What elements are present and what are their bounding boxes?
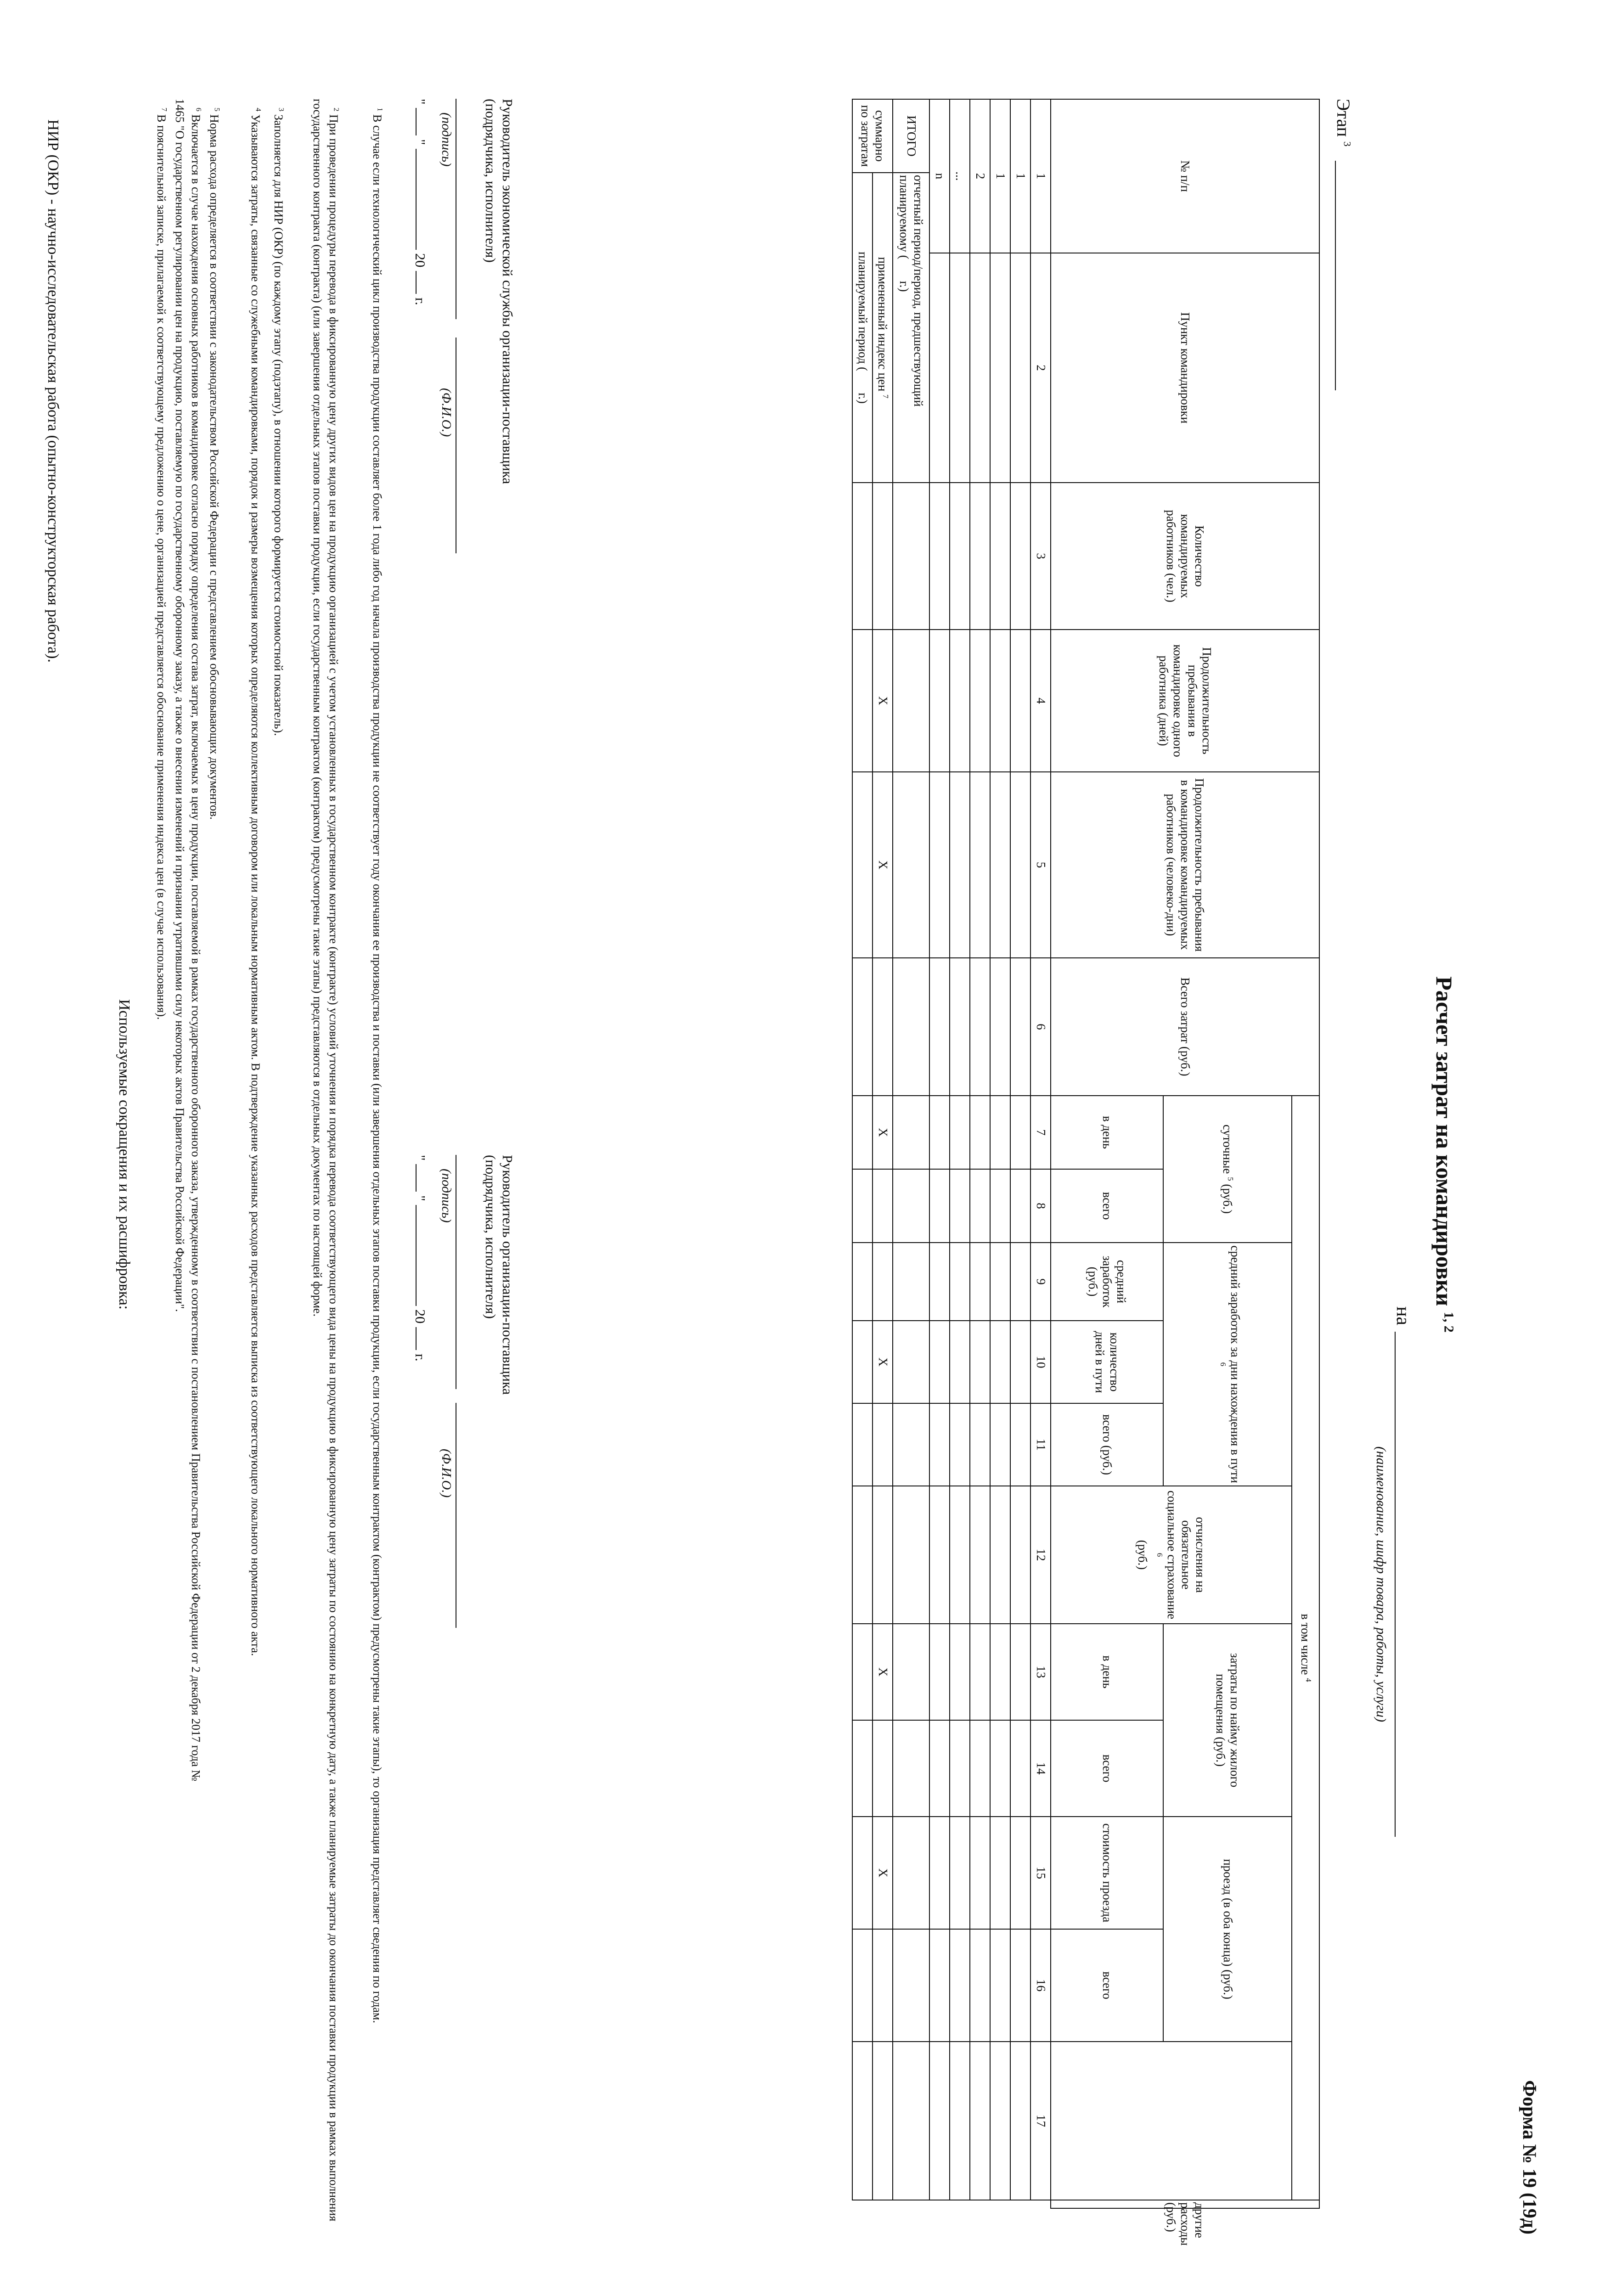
sig-left-sign-caption: (подпись): [439, 113, 454, 167]
per-diem-footnote-mark: 5: [1226, 1177, 1235, 1181]
col-num-3: 3: [1030, 483, 1051, 630]
abbreviation-item: НИР (ОКР) - научно-исследовательская работа (опытно-конструкторская работа).: [45, 119, 62, 663]
including-text: в том числе: [1299, 1614, 1313, 1675]
header-avg-salary: [1163, 1243, 1292, 1486]
footnote-4: $^4$ Указываются затраты, связанные со служебными командировками, порядок и размеры возмещения которых определяются коллективным договором или локальным нормативным актом. В подтверждение указанных расходов представляется выписка из соответствующего локального нормативного акта.: [249, 107, 262, 1656]
avg-salary-footnote-mark: 6: [1219, 1362, 1228, 1367]
insurance-text: отчисления на обязательное социальное страхование: [1165, 1490, 1207, 1620]
subject-caption: (наименование, шифр товара, работы, услуги): [1374, 1446, 1389, 1722]
signature-block-economist: [397, 99, 516, 696]
per-diem-text: суточные: [1221, 1124, 1235, 1174]
column-number-row: [1030, 99, 1051, 2208]
header-other-expenses: другие расходы (руб.): [1051, 2200, 1319, 2208]
header-per-diem-total: всего: [1051, 1169, 1163, 1243]
col-num-17: 17: [1030, 2042, 1051, 2200]
footnote-3: $^3$ Заполняется для НИР (ОКР) (по каждому этапу (подэтапу), в отношении которого формируется стоимостной показатель).: [272, 107, 285, 736]
title-footnote-mark: 1, 2: [1441, 1311, 1457, 1333]
header-row-number: № п/п: [1051, 99, 1319, 253]
subject-blank-line: [1395, 1332, 1396, 1837]
col-num-4: 4: [1030, 630, 1051, 772]
table-row: [950, 99, 970, 2208]
col-num-10: 10: [1030, 1321, 1051, 1403]
table-row: [1010, 99, 1030, 2208]
header-avg-salary-rub: средний заработок (руб.): [1051, 1243, 1163, 1321]
col-num-7: 7: [1030, 1096, 1051, 1169]
title-text: Расчет затрат на командировки: [1431, 976, 1457, 1306]
header-including: [1292, 1096, 1319, 2200]
footnote-2: $^2$ При проведении процедуры перевода в фиксированную цену других видов цен на продукцию организацией с учетом установленных в государственном контракте (контракте) условий уточнения и порядка перевода соответствующего вида цены на продукцию в фиксированную цену затраты по состоянию на конкретную дату, а также планируемые затраты до окончания поставки продукции в рамках выполнения государственного контракта (контракта) (или завершения отдельных этапов поставки продукции, если государственным контрактом (контрактом) предусмотрены такие этапы) представляются в отдельных документах по настоящей форме.: [310, 99, 340, 2222]
col-num-11: 11: [1030, 1403, 1051, 1486]
x-mark: X: [873, 1096, 893, 1169]
planned-period-label: планируемый период ( г.): [852, 173, 873, 483]
applied-index-footnote-mark: 7: [881, 394, 890, 399]
itogo-row: [893, 99, 929, 2208]
col-num-8: 8: [1030, 1169, 1051, 1243]
footnote-5: $^5$ Норма расхода определяется в соответствии с законодательством Российской Федерации с представлением обосновывающих документов.: [208, 107, 221, 820]
header-social-insurance: [1051, 1486, 1292, 1624]
col-num-15: 15: [1030, 1817, 1051, 1929]
x-mark: X: [873, 1624, 893, 1720]
col-num-6: 6: [1030, 958, 1051, 1096]
sig-left-subtitle: (подрядчика, исполнителя): [482, 99, 499, 263]
document-title: [1431, 0, 1458, 2296]
col-num-14: 14: [1030, 1720, 1051, 1817]
sig-left-title: Руководитель экономической службы организации-поставщика: [500, 99, 516, 484]
x-mark: X: [873, 1321, 893, 1403]
sig-right-date: " " 20 г.: [412, 1155, 428, 1362]
travel-costs-table: [852, 99, 1320, 2246]
row-number: ...: [950, 99, 970, 253]
header-destination: Пункт командировки: [1051, 253, 1319, 483]
header-days-on-road: количество дней в пути: [1051, 1321, 1163, 1403]
header-worker-count: Количество командируемых работников (чел.): [1051, 483, 1319, 630]
header-duration-all: Продолжительность пребывания в командировке командируемых работников (человеко-дни): [1051, 772, 1319, 958]
row-number: 1: [990, 99, 1010, 253]
header-travel: проезд (в оба конца) (руб.): [1163, 1817, 1292, 2042]
stage-label: [1333, 99, 1354, 146]
footnote-6: $^6$ Включается в случае нахождения основных работников в командировке согласно порядку определения состава затрат, включаемых в цену продукции, поставляемой в рамках государственного оборонного заказа, утвержденному в соответствии с постановлением Правительства Российской Федерации от 2 декабря 2017 года № 1465 "О государственном регулировании цен на продукцию, поставляемую по государственному оборонному заказу, а также о внесении изменений и признании утратившими силу некоторых актов Правительства Российской Федерации".: [173, 99, 203, 1781]
per-diem-unit: (руб.): [1221, 1184, 1235, 1214]
header-duration-one: Продолжительность пребывания в командировке одного работника (дней): [1051, 630, 1319, 772]
x-mark: X: [873, 772, 893, 958]
stage-footnote-mark: 3: [1341, 141, 1353, 147]
col-num-1: 1: [1030, 99, 1051, 253]
sig-right-subtitle: (подрядчика, исполнителя): [482, 1155, 499, 1319]
col-num-2: 2: [1030, 253, 1051, 483]
table-row: [990, 99, 1010, 2208]
header-per-diem-per-day: в день: [1051, 1096, 1163, 1169]
itogo-label: ИТОГО: [893, 99, 929, 173]
planned-period-row: [852, 99, 873, 2208]
abbreviations-heading: Используемые сокращения и их расшифровка:: [116, 999, 133, 1310]
table-row: [970, 99, 990, 2208]
header-per-diem: [1163, 1096, 1292, 1243]
stage-blank-line: [1335, 161, 1336, 390]
insurance-unit: (руб.): [1136, 1540, 1150, 1570]
report-period-label: отчетный период/период, предшествующий планируемому ( г.): [893, 173, 929, 483]
header-fare: стоимость проезда: [1051, 1817, 1163, 1929]
header-housing-per-day: в день: [1051, 1624, 1163, 1720]
sig-left-date: " " 20 г.: [412, 99, 428, 305]
table-row: [929, 99, 950, 2208]
header-total-costs: Всего затрат (руб.): [1051, 958, 1319, 1096]
including-footnote-mark: 4: [1304, 1678, 1313, 1682]
sig-right-title: Руководитель организации-поставщика: [500, 1155, 516, 1395]
row-number: 2: [970, 99, 990, 253]
insurance-footnote-mark: 6: [1155, 1553, 1165, 1557]
x-mark: X: [873, 1817, 893, 1929]
summary-label: суммарно по затратам: [852, 99, 893, 173]
header-travel-total: всего: [1051, 1929, 1163, 2042]
header-housing-total: всего: [1051, 1720, 1163, 1817]
signature-block-head: [397, 1155, 516, 1752]
avg-salary-text: средний заработок за дни нахождения в пути: [1228, 1245, 1242, 1483]
sig-right-sign-caption: (подпись): [439, 1169, 454, 1223]
stage-line: [1333, 99, 1354, 146]
header-housing: затраты по найму жилого помещения (руб.): [1163, 1624, 1292, 1817]
applied-index-row: [873, 99, 893, 2208]
sig-left-fio-caption: (Ф.И.О.): [439, 388, 454, 437]
row-number: n: [929, 99, 950, 253]
sig-right-fio-caption: (Ф.И.О.): [439, 1449, 454, 1498]
form-number: Форма № 19 (19д): [1519, 2080, 1540, 2235]
row-number: 1: [1010, 99, 1030, 253]
stage-label-text: Этап: [1333, 99, 1354, 137]
x-mark: X: [873, 630, 893, 772]
applied-index-label: примененный индекс цен $^7$: [873, 173, 893, 483]
col-num-16: 16: [1030, 1929, 1051, 2042]
footnote-1: $^1$ В случае если технологический цикл производства продукции составляет более 1 года либо год начала производства продукции не соответствует году окончания ее производства и поставки (или завершения отдельных этапов поставки продукции, если государственным контрактом (контрактом) предусмотрены такие этапы), то организация представляет сведения по годам.: [371, 107, 384, 2023]
col-num-12: 12: [1030, 1486, 1051, 1624]
col-num-9: 9: [1030, 1243, 1051, 1321]
col-num-13: 13: [1030, 1624, 1051, 1720]
col-num-5: 5: [1030, 772, 1051, 958]
footnote-7: $^7$ В пояснительной записке, прилагаемой к соответствующему предложению о цене, организацией представляется обоснование применения индекса цен (в случае использования).: [155, 107, 168, 1020]
header-avg-salary-total: всего (руб.): [1051, 1403, 1163, 1486]
na-label: на: [1392, 1306, 1413, 1326]
